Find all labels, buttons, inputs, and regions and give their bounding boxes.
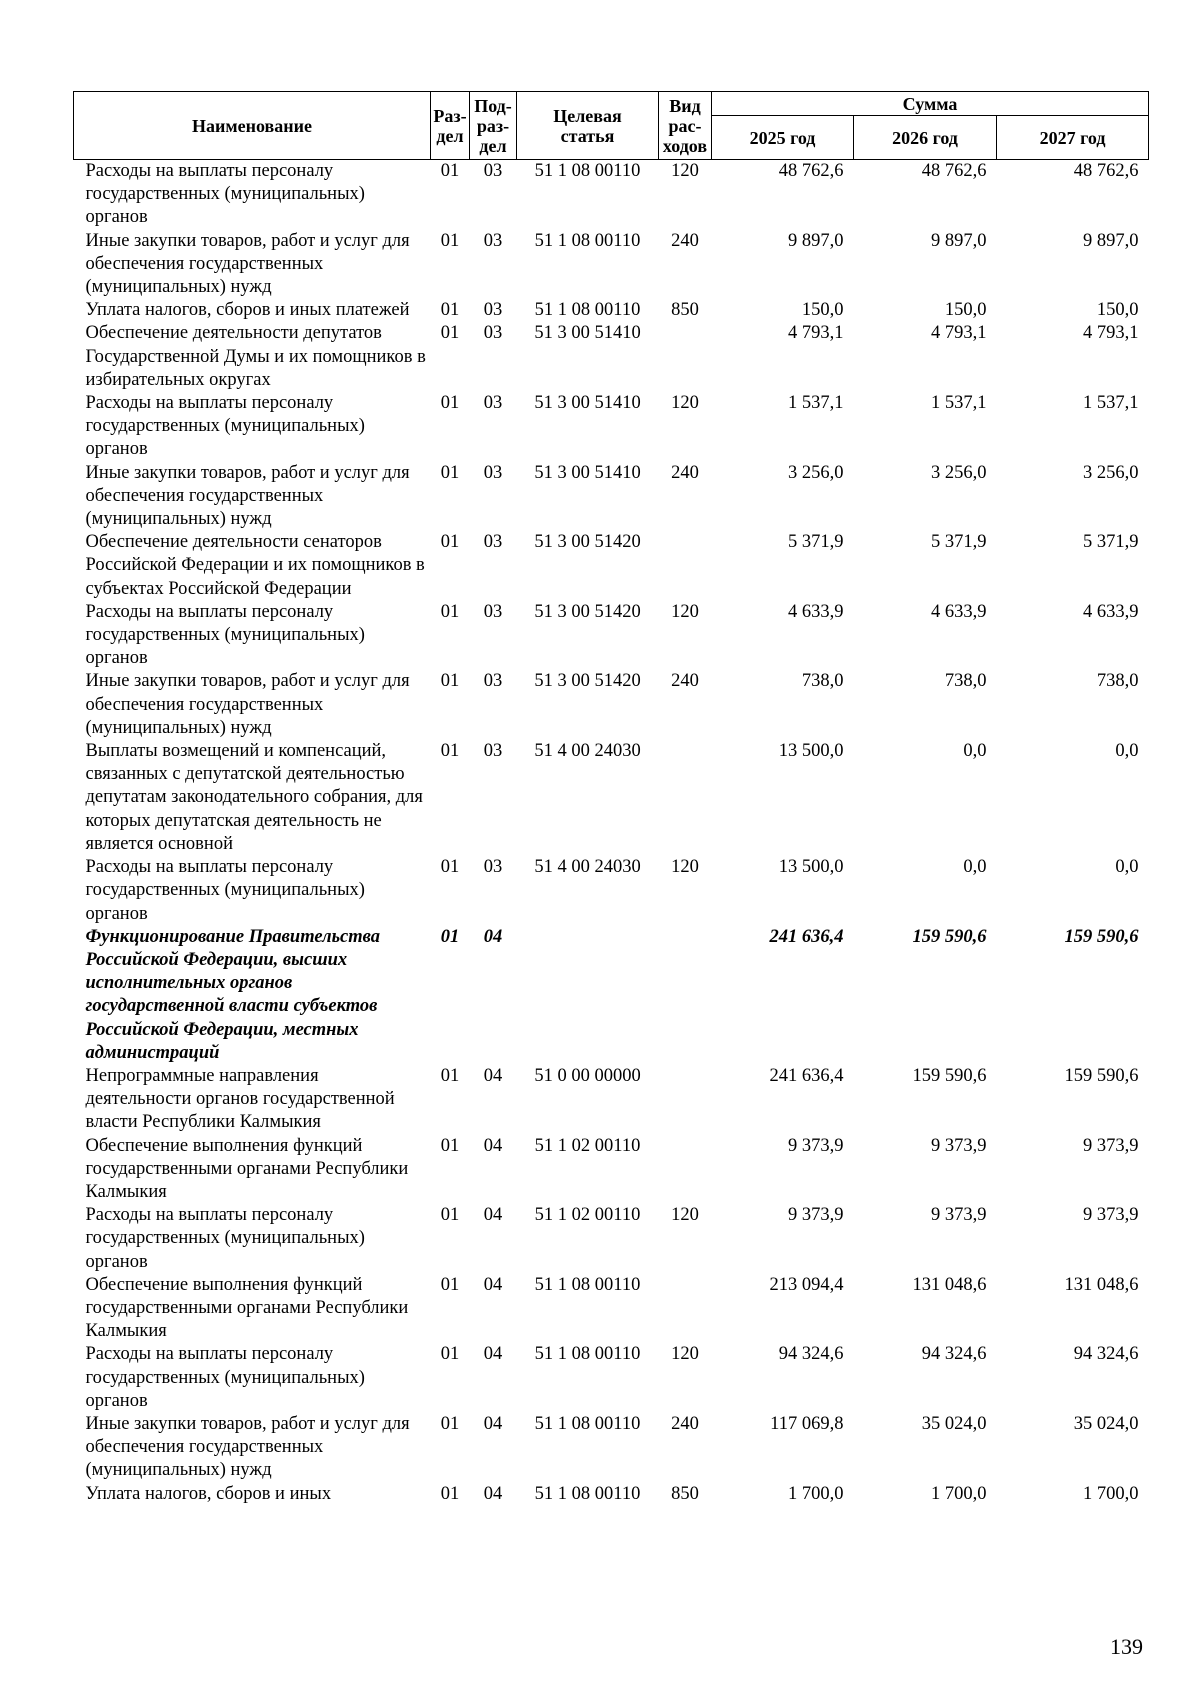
row-name: Расходы на выплаты персоналу государственных (муниципальных) органов: [85, 393, 365, 460]
row-kind: [659, 322, 712, 392]
table-row: [74, 322, 1149, 392]
row-subsection: 04: [483, 1413, 503, 1434]
row-target: 51 1 02 00110: [534, 1135, 641, 1156]
table-row: [74, 1274, 1149, 1344]
row-sum-2025: 1 700,0: [788, 1483, 844, 1504]
row-sum-2027: 150,0: [1096, 300, 1139, 321]
table-row: [74, 740, 1149, 856]
row-target: [517, 926, 659, 1065]
table-row: [74, 160, 1149, 230]
row-subsection: 03: [483, 462, 503, 483]
row-sum-2026: 3 256,0: [931, 462, 987, 483]
row-subsection: 04: [483, 1065, 503, 1086]
row-sum-2025: 4 633,9: [788, 601, 844, 622]
table-row: [74, 299, 1149, 322]
row-subsection: 03: [483, 161, 503, 181]
row-target: 51 4 00 24030: [534, 741, 641, 762]
row-sum-2025: 4 793,1: [788, 323, 844, 344]
row-target: 51 1 08 00110: [534, 300, 641, 321]
table-row: [74, 926, 1149, 1065]
row-kind: [659, 740, 712, 856]
row-sum-2027: 5 371,9: [1083, 532, 1139, 553]
table-header: [74, 92, 1149, 160]
row-section: 01: [440, 300, 460, 321]
row-subsection: 04: [483, 926, 503, 947]
row-name: Расходы на выплаты персоналу государственных (муниципальных) органов: [85, 857, 365, 924]
row-name: Иные закупки товаров, работ и услуг для обеспечения государственных (муниципальных) нужд: [85, 462, 410, 530]
row-sum-2025: 5 371,9: [788, 532, 844, 553]
row-target: 51 0 00 00000: [534, 1065, 641, 1086]
table-body: [74, 160, 1149, 1506]
row-sum-2025: 1 537,1: [788, 393, 844, 414]
row-sum-2026: 9 373,9: [931, 1205, 987, 1226]
row-sum-2026: 738,0: [944, 671, 987, 692]
row-section: 01: [440, 857, 460, 878]
row-sum-2026: 35 024,0: [921, 1413, 987, 1434]
row-subsection: 03: [483, 323, 503, 344]
row-target: 51 3 00 51410: [534, 323, 641, 344]
row-sum-2025: 9 373,9: [788, 1135, 844, 1156]
row-target: 51 3 00 51410: [534, 393, 641, 414]
row-sum-2027: 159 590,6: [1064, 1065, 1139, 1086]
row-sum-2027: 738,0: [1096, 671, 1139, 692]
header-name: Наименование: [74, 92, 431, 160]
row-section: 01: [440, 532, 460, 553]
row-name: Расходы на выплаты персоналу государственных (муниципальных) органов: [85, 601, 365, 669]
row-kind: 120: [671, 393, 699, 414]
row-name: Непрограммные направления деятельности органов государственной власти Республики Калмыкия: [85, 1065, 395, 1133]
row-name: Расходы на выплаты персоналу государственных (муниципальных) органов: [85, 161, 365, 228]
row-sum-2027: 4 793,1: [1083, 323, 1139, 344]
row-subsection: 04: [483, 1135, 503, 1156]
page-number: 139: [1110, 1634, 1143, 1659]
row-sum-2027: 1 700,0: [1083, 1483, 1139, 1504]
row-sum-2026: 0,0: [963, 741, 987, 762]
row-sum-2025: 738,0: [801, 671, 844, 692]
header-target: Целевая статья: [517, 92, 659, 160]
header-kind: Вид рас- ходов: [659, 92, 712, 160]
table-row: [74, 1135, 1149, 1205]
row-subsection: 03: [483, 230, 503, 251]
row-name: Иные закупки товаров, работ и услуг для обеспечения государственных (муниципальных) нужд: [85, 671, 410, 738]
row-target: 51 1 08 00110: [534, 1274, 641, 1295]
row-name: Расходы на выплаты персоналу государственных (муниципальных) органов: [85, 1344, 365, 1411]
row-subsection: 03: [483, 671, 503, 692]
table-row: [74, 670, 1149, 740]
row-sum-2025: 13 500,0: [778, 857, 844, 878]
row-sum-2026: 0,0: [963, 857, 987, 878]
row-subsection: 03: [483, 857, 503, 878]
header-2027: 2027 год: [997, 116, 1149, 160]
row-subsection: 04: [483, 1205, 503, 1226]
row-sum-2027: 48 762,6: [1073, 161, 1139, 181]
row-sum-2027: 94 324,6: [1073, 1344, 1139, 1365]
row-section: 01: [440, 926, 460, 947]
row-target: 51 3 00 51410: [534, 462, 641, 483]
table-row: [74, 1343, 1149, 1413]
row-name: Обеспечение выполнения функций государственными органами Республики Калмыкия: [85, 1135, 409, 1202]
row-subsection: 03: [483, 741, 503, 762]
row-section: 01: [440, 1344, 460, 1365]
row-sum-2027: 159 590,6: [1064, 926, 1139, 947]
row-section: 01: [440, 393, 460, 414]
row-target: 51 4 00 24030: [534, 857, 641, 878]
row-kind: [659, 1065, 712, 1135]
table-row: [74, 392, 1149, 462]
row-name: Обеспечение деятельности сенаторов Российской Федерации и их помощников в субъектах Российской Федерации: [85, 532, 425, 599]
header-section: Раз- дел: [431, 92, 470, 160]
row-sum-2027: 0,0: [1115, 857, 1139, 878]
row-name: Обеспечение выполнения функций государственными органами Республики Калмыкия: [85, 1274, 409, 1342]
row-kind: 120: [671, 601, 699, 622]
row-kind: 240: [671, 671, 699, 692]
row-sum-2026: 4 793,1: [931, 323, 987, 344]
row-name: Иные закупки товаров, работ и услуг для обеспечения государственных (муниципальных) нужд: [85, 230, 410, 298]
row-sum-2027: 0,0: [1115, 741, 1139, 762]
row-subsection: 03: [483, 532, 503, 553]
row-sum-2026: 131 048,6: [912, 1274, 987, 1295]
row-sum-2027: 4 633,9: [1083, 601, 1139, 622]
table-row: [74, 1204, 1149, 1274]
row-subsection: 04: [483, 1483, 503, 1504]
table-row: [74, 462, 1149, 532]
row-sum-2026: 159 590,6: [912, 926, 987, 947]
row-target: 51 1 08 00110: [534, 1483, 641, 1504]
row-kind: 120: [671, 1205, 699, 1226]
row-target: 51 1 08 00110: [534, 1344, 641, 1365]
row-section: 01: [440, 1274, 460, 1295]
table-row: [74, 601, 1149, 671]
row-name: Уплата налогов, сборов и иных: [85, 1483, 332, 1504]
budget-table: [73, 91, 1149, 1506]
row-sum-2025: 241 636,4: [769, 926, 844, 947]
row-target: 51 1 02 00110: [534, 1205, 641, 1226]
row-kind: [659, 1274, 712, 1344]
row-subsection: 03: [483, 601, 503, 622]
row-kind: [659, 926, 712, 1065]
row-sum-2025: 213 094,4: [769, 1274, 844, 1295]
row-name: Функционирование Правительства Российской Федерации, высших исполнительных органов государственной власти субъектов Российской Федерации, местных администраций: [85, 926, 381, 1063]
row-sum-2026: 4 633,9: [931, 601, 987, 622]
row-subsection: 04: [483, 1344, 503, 1365]
row-kind: 240: [671, 1413, 699, 1434]
row-kind: 240: [671, 462, 699, 483]
row-kind: 120: [671, 1344, 699, 1365]
row-sum-2026: 9 897,0: [931, 230, 987, 251]
row-name: Выплаты возмещений и компенсаций, связанных с депутатской деятельностью депутатам законодательного собрания, для которых депутатская деятельность не является основной: [85, 741, 423, 854]
row-sum-2026: 159 590,6: [912, 1065, 987, 1086]
row-sum-2026: 48 762,6: [921, 161, 987, 181]
row-kind: [659, 1135, 712, 1205]
row-kind: [659, 531, 712, 601]
row-section: 01: [440, 1413, 460, 1434]
row-target: 51 3 00 51420: [534, 532, 641, 553]
row-sum-2027: 9 373,9: [1083, 1205, 1139, 1226]
row-target: 51 1 08 00110: [534, 1413, 641, 1434]
row-sum-2025: 3 256,0: [788, 462, 844, 483]
row-kind: 850: [671, 300, 699, 321]
row-sum-2026: 1 700,0: [931, 1483, 987, 1504]
row-sum-2027: 9 897,0: [1083, 230, 1139, 251]
row-section: 01: [440, 741, 460, 762]
row-kind: 120: [671, 161, 699, 181]
row-sum-2027: 131 048,6: [1064, 1274, 1139, 1295]
table-row: [74, 531, 1149, 601]
table-row: [74, 230, 1149, 300]
table-row: [74, 1483, 1149, 1506]
table-row: [74, 1413, 1149, 1483]
row-sum-2026: 150,0: [944, 300, 987, 321]
row-subsection: 03: [483, 393, 503, 414]
row-section: 01: [440, 1135, 460, 1156]
row-sum-2025: 117 069,8: [770, 1413, 844, 1434]
row-name: Уплата налогов, сборов и иных платежей: [85, 300, 410, 321]
row-sum-2025: 48 762,6: [778, 161, 844, 181]
row-subsection: 04: [483, 1274, 503, 1295]
row-sum-2026: 94 324,6: [921, 1344, 987, 1365]
row-sum-2026: 9 373,9: [931, 1135, 987, 1156]
row-kind: 120: [671, 857, 699, 878]
table-row: [74, 856, 1149, 926]
row-section: 01: [440, 601, 460, 622]
header-sum: Сумма: [712, 92, 1149, 116]
row-target: 51 3 00 51420: [534, 601, 641, 622]
row-name: Обеспечение деятельности депутатов Государственной Думы и их помощников в избирательных округах: [85, 323, 426, 390]
row-section: 01: [440, 1205, 460, 1226]
row-sum-2025: 13 500,0: [778, 741, 844, 762]
header-subsection: Под- раз- дел: [470, 92, 517, 160]
row-section: 01: [440, 161, 460, 181]
row-target: 51 1 08 00110: [534, 161, 641, 181]
row-sum-2025: 150,0: [801, 300, 844, 321]
row-section: 01: [440, 462, 460, 483]
row-sum-2027: 1 537,1: [1083, 393, 1139, 414]
row-sum-2026: 5 371,9: [931, 532, 987, 553]
row-kind: 240: [671, 230, 699, 251]
row-target: 51 1 08 00110: [534, 230, 641, 251]
row-section: 01: [440, 671, 460, 692]
row-sum-2027: 9 373,9: [1083, 1135, 1139, 1156]
row-target: 51 3 00 51420: [534, 671, 641, 692]
row-kind: 850: [671, 1483, 699, 1504]
row-sum-2027: 35 024,0: [1073, 1413, 1139, 1434]
row-sum-2026: 1 537,1: [931, 393, 987, 414]
row-section: 01: [440, 1065, 460, 1086]
table-row: [74, 1065, 1149, 1135]
row-section: 01: [440, 323, 460, 344]
row-subsection: 03: [483, 300, 503, 321]
row-sum-2027: 3 256,0: [1083, 462, 1139, 483]
row-section: 01: [440, 1483, 460, 1504]
row-sum-2025: 9 373,9: [788, 1205, 844, 1226]
row-sum-2025: 94 324,6: [778, 1344, 844, 1365]
row-section: 01: [440, 230, 460, 251]
row-name: Иные закупки товаров, работ и услуг для обеспечения государственных (муниципальных) нужд: [85, 1413, 410, 1481]
row-sum-2025: 9 897,0: [788, 230, 844, 251]
row-name: Расходы на выплаты персоналу государственных (муниципальных) органов: [85, 1205, 365, 1272]
header-2025: 2025 год: [712, 116, 854, 160]
header-2026: 2026 год: [854, 116, 997, 160]
row-sum-2025: 241 636,4: [769, 1065, 844, 1086]
